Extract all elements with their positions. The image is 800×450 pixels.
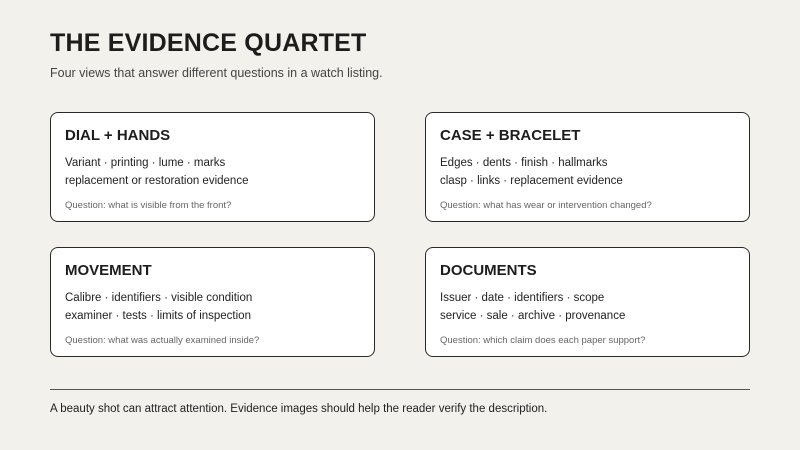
card-detail-line: Calibre · identifiers · visible condition <box>65 292 253 304</box>
footer-note: A beauty shot can attract attention. Evidence images should help the reader verify the description. <box>50 403 548 415</box>
card-detail-line: service · sale · archive · provenance <box>440 310 626 322</box>
card-documents <box>425 247 750 357</box>
card-case-bracelet <box>425 112 750 222</box>
card-detail-line: Edges · dents · finish · hallmarks <box>440 157 608 169</box>
card-question: Question: what is visible from the front? <box>65 200 232 211</box>
card-question: Question: what has wear or intervention changed? <box>440 200 652 211</box>
page-subtitle: Four views that answer different questions in a watch listing. <box>50 66 383 80</box>
card-title: CASE + BRACELET <box>440 127 581 144</box>
footer-divider <box>50 389 750 390</box>
card-detail-line: clasp · links · replacement evidence <box>440 175 623 187</box>
card-title: DOCUMENTS <box>440 262 537 279</box>
card-detail-line: examiner · tests · limits of inspection <box>65 310 251 322</box>
card-question: Question: which claim does each paper support? <box>440 335 646 346</box>
card-movement <box>50 247 375 357</box>
card-question: Question: what was actually examined inside? <box>65 335 260 346</box>
card-detail-line: Variant · printing · lume · marks <box>65 157 226 169</box>
card-title: DIAL + HANDS <box>65 127 171 144</box>
card-title: MOVEMENT <box>65 262 152 279</box>
card-dial-hands <box>50 112 375 222</box>
card-detail-line: replacement or restoration evidence <box>65 175 249 187</box>
card-detail-line: Issuer · date · identifiers · scope <box>440 292 605 304</box>
page-title: THE EVIDENCE QUARTET <box>50 29 367 57</box>
